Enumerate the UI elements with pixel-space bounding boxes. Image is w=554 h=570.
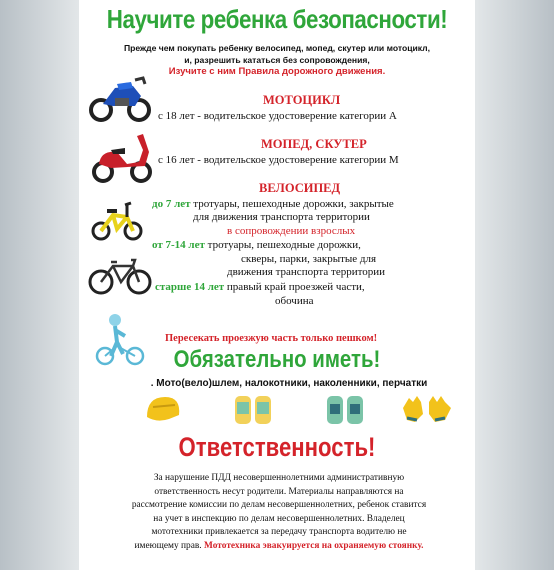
resp-line-5: мототехники привлекается за передачу транспорта водителю не	[151, 527, 407, 538]
equipment-list: . Мото(вело)шлем, налокотники, наколенники, перчатки	[150, 378, 428, 389]
moto-text: с 18 лет - водительское удостоверение категории А	[158, 110, 397, 122]
poster-title: Научите ребенка безопасности!	[106, 4, 448, 34]
safety-poster	[79, 0, 475, 570]
bike-title: ВЕЛОСИПЕД	[259, 181, 341, 195]
bike-line-3	[155, 281, 365, 294]
age-under-7: до 7 лет	[152, 198, 191, 210]
responsibility-text	[101, 472, 457, 554]
resp-line-4: на учет в инспекцию по делам несовершеннолетних. Владелец	[153, 513, 405, 524]
bike-text-1c: в сопровождении взрослых	[227, 225, 356, 237]
bike-text-1a: тротуары, пешеходные дорожки, закрытые	[193, 198, 394, 210]
intro-line-2: и, разрешить кататься без сопровождения,	[184, 55, 370, 65]
helmet-icon	[143, 393, 183, 427]
kids-bicycle-icon	[91, 193, 143, 243]
bike-text-3b: обочина	[275, 295, 314, 307]
intro-line-3: Изучите с ним Правила дорожного движения.	[168, 66, 386, 77]
moped-text: с 16 лет - водительское удостоверение категории М	[158, 154, 399, 166]
gloves-icon	[399, 394, 455, 428]
resp-line-6	[101, 540, 457, 554]
bike-text-2a: тротуары, пешеходные дорожки,	[207, 239, 361, 251]
scooter-icon	[91, 128, 153, 186]
age-over-14: старше 14 лет	[155, 281, 225, 293]
bike-text-2c: движения транспорта территории	[227, 266, 386, 278]
bike-text-1b: для движения транспорта территории	[193, 211, 370, 223]
knee-pads-icon	[233, 392, 273, 428]
resp-line-3: рассмотрение комиссии по делам несовершеннолетних, ребенок ставится	[131, 500, 427, 511]
age-7-14: от 7-14 лет	[152, 239, 205, 251]
crossing-warning: Пересекать проезжую часть только пешком!	[165, 333, 378, 344]
resp-line-2: ответственность несут родители. Материалы направляются на	[154, 486, 404, 497]
bike-line-2	[152, 239, 361, 252]
moto-title: МОТОЦИКЛ	[263, 93, 341, 107]
elbow-pads-icon	[325, 392, 365, 428]
evacuation-warning: Мототехника эвакуируется на охраняемую стоянку.	[203, 540, 424, 551]
resp-line-6-text: имеющему прав.	[134, 540, 202, 551]
bicycle-icon	[87, 256, 153, 296]
motorcycle-icon	[89, 66, 153, 126]
responsibility-heading: Ответственность!	[178, 432, 376, 462]
bike-line-1	[152, 198, 394, 211]
moped-title: МОПЕД, СКУТЕР	[261, 137, 367, 151]
bike-text-3a: правый край проезжей части,	[226, 281, 365, 293]
must-have-heading: Обязательно иметь!	[173, 346, 381, 373]
bike-text-2b: скверы, парки, закрытые для	[241, 253, 377, 265]
resp-line-1: За нарушение ПДД несовершеннолетними административную	[153, 473, 405, 483]
intro-line-1: Прежде чем покупать ребенку велосипед, мопед, скутер или мотоцикл,	[123, 43, 431, 53]
